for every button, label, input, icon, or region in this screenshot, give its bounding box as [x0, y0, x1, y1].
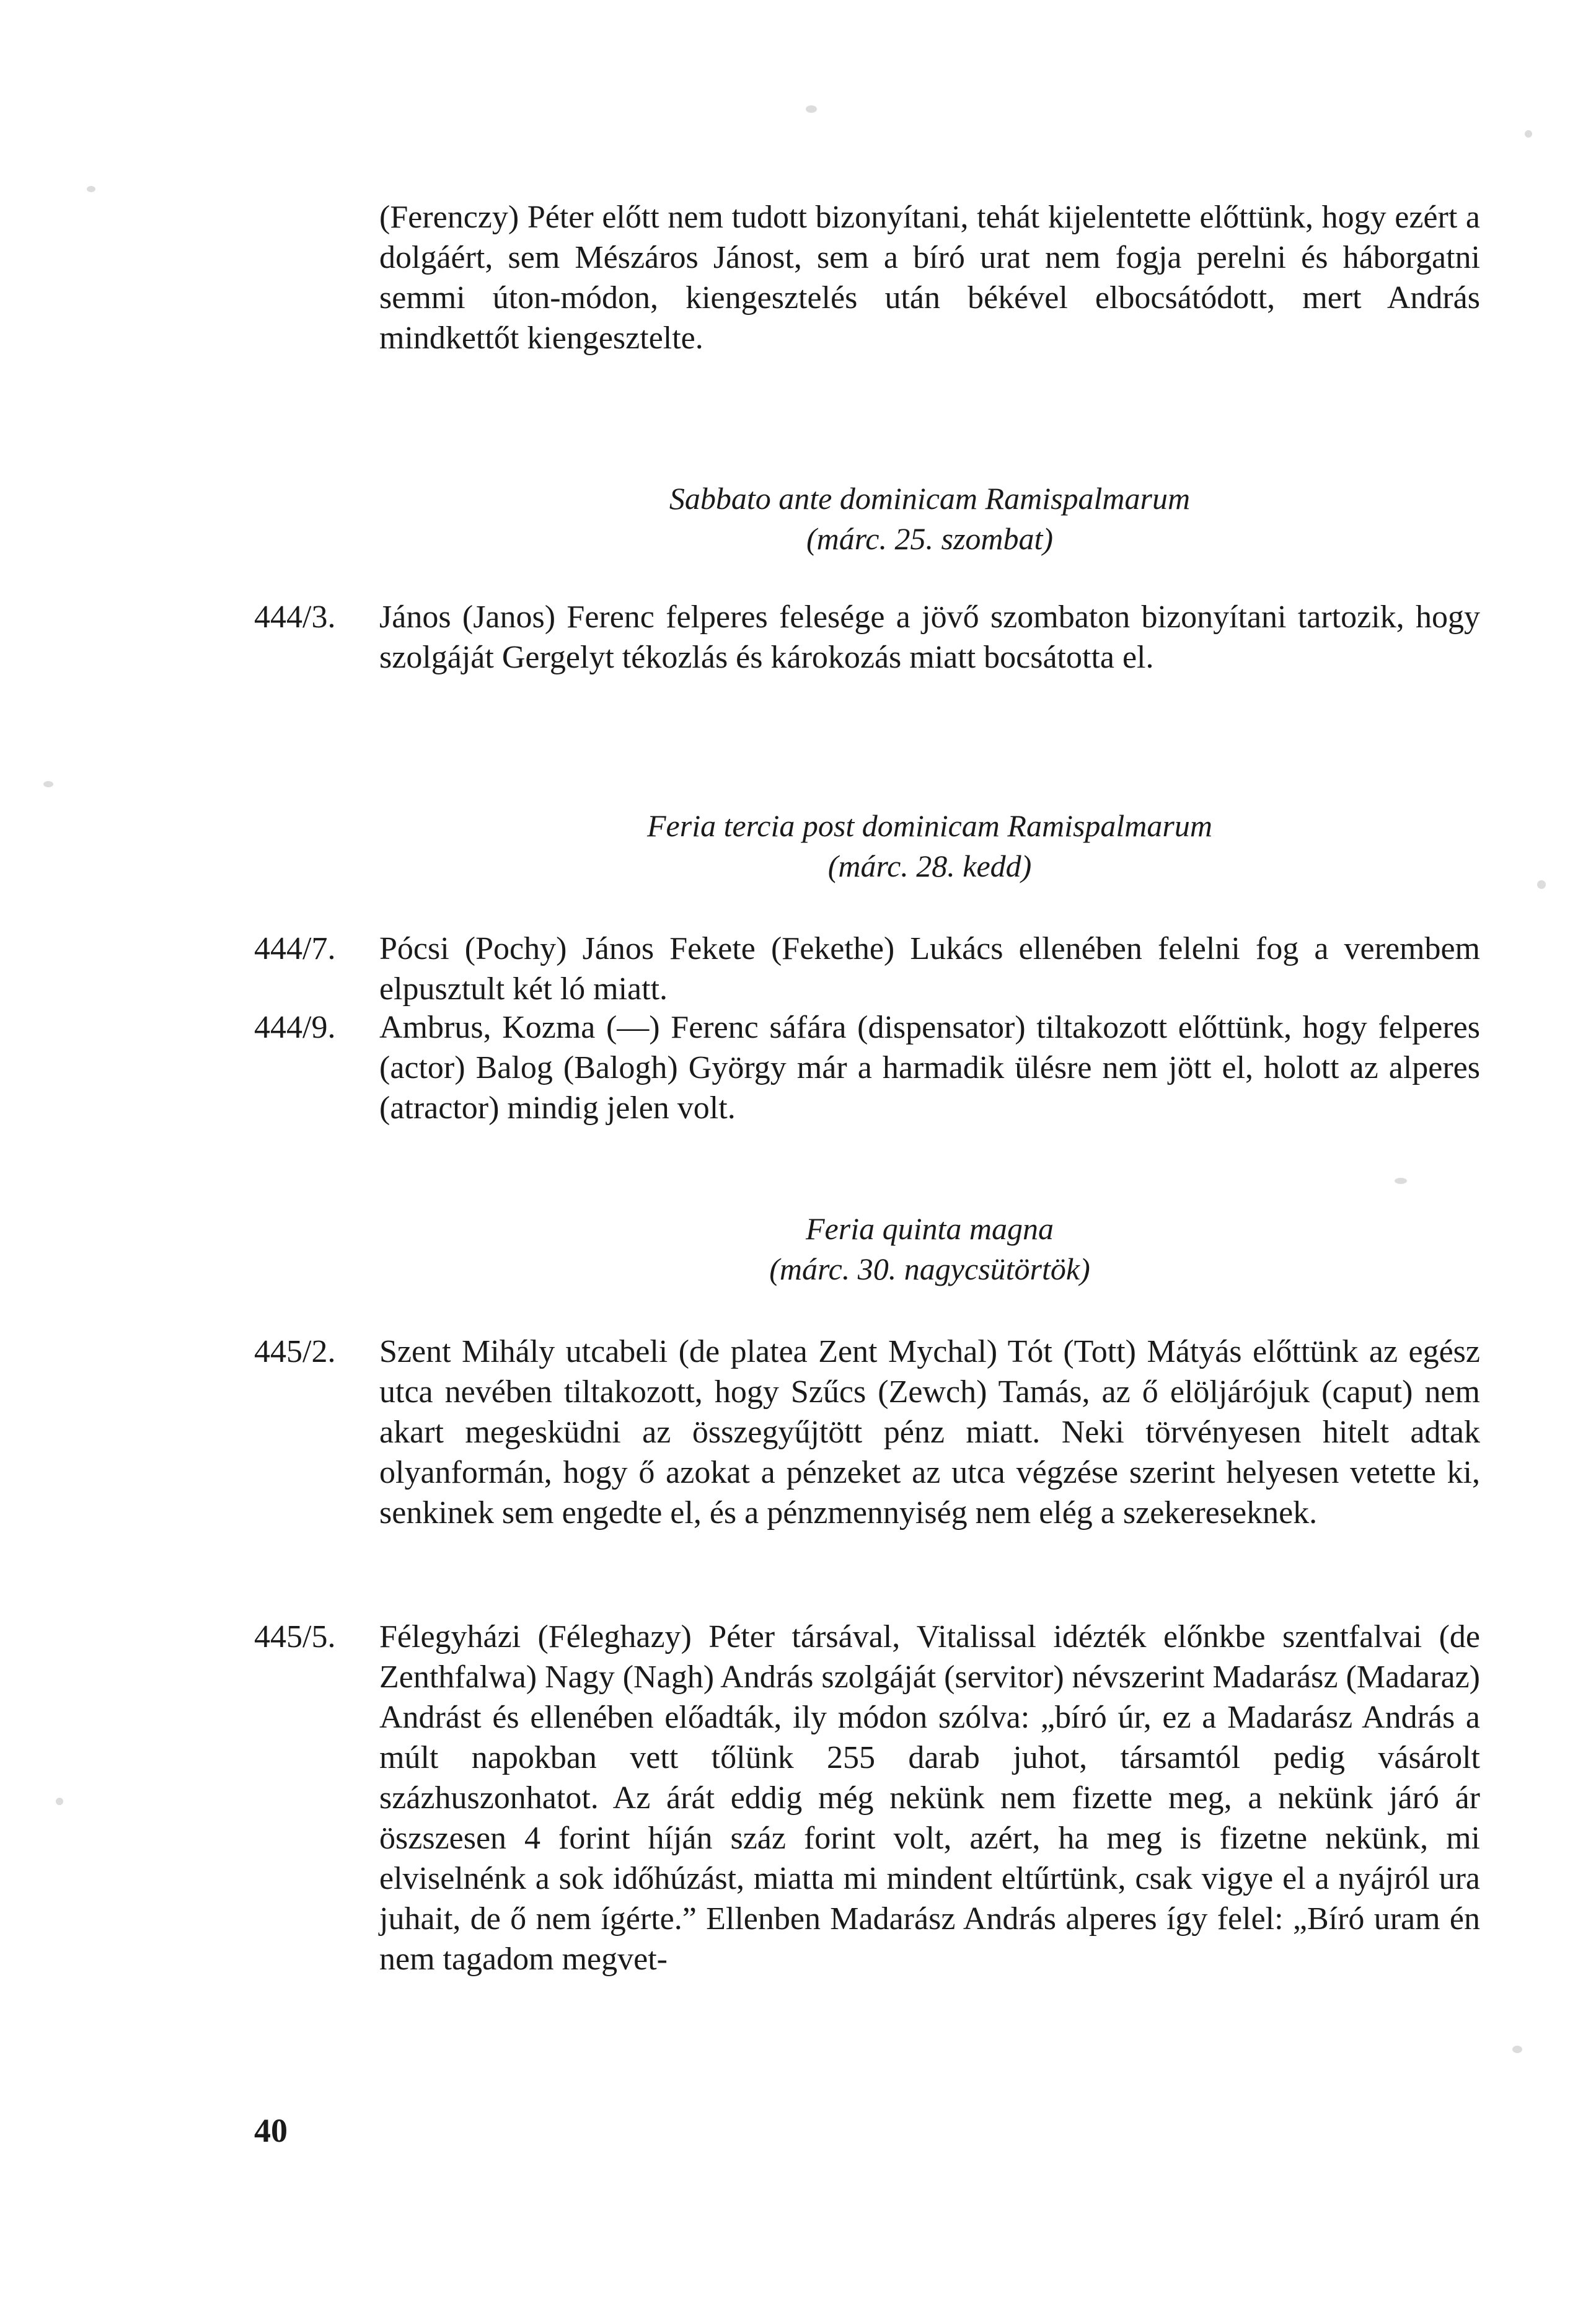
scan-speck: [56, 1798, 63, 1805]
entry-text: Ambrus, Kozma (—) Ferenc sáfára (dispensator) tiltakozott előttünk, hogy felperes (actor) Balog (Balogh) György már a harmadik ülésre nem jött el, holott az alperes (atractor) mindig jelen volt.: [379, 1010, 1480, 1126]
intro-paragraph: (Ferenczy) Péter előtt nem tudott bizonyítani, tehát kijelentette előttünk, hogy ezért a dolgáért, sem Mészáros Jánost, sem a bíró urat nem fogja perelni és háborgatni semmi úton-módon, kiengesztelés után békével elbocsátódott, mert András mindkettőt kiengesztelte.: [379, 200, 1480, 356]
section-date: (márc. 25. szombat): [806, 521, 1054, 556]
section-heading: [379, 479, 1480, 559]
section-title: Sabbato ante dominicam Ramispalmarum: [669, 481, 1191, 516]
scan-speck: [1537, 880, 1546, 889]
scan-speck: [1512, 2046, 1522, 2053]
entry-text: Félegyházi (Féleghazy) Péter társával, Vitalissal idézték előnkbe szentfalvai (de Zenthfalwa) Nagy (Nagh) András szolgáját (servitor) névszerint Madarász (Madaraz) Andrást és ellenében előadták, ily módon szólva: „bíró úr, ez a Madarász András a múlt napokban vett tőlünk 255 darab juhot, társamtól pedig vásárolt százhuszonhatot. Az árát eddig még nekünk nem fizette meg, a nekünk járó ár öszszesen 4 forint híján száz forint volt, azért, ha meg is fizetne nekünk, mi elviselnénk a sok időhúzást, miatta mi mindent eltűrtünk, csak vigye el a nyájról ura juhait, de ő nem ígérte.” Ellenben Madarász András alperes így felel: „Bíró uram én nem tagadom megvet-: [379, 1619, 1480, 1977]
section-title: Feria quinta magna: [806, 1211, 1054, 1246]
section-title: Feria tercia post dominicam Ramispalmarum: [647, 808, 1212, 843]
section-date: (márc. 28. kedd): [827, 849, 1032, 883]
entry-text: Szent Mihály utcabeli (de platea Zent Mychal) Tót (Tott) Mátyás előttünk az egész utca nevében tiltakozott, hogy Szűcs (Zewch) Tamás, az ő elöljárójuk (caput) nem akart megesküdni az összegyűjtött pénz miatt. Neki törvényesen hitelt adtak olyanformán, hogy ő azokat a pénzeket az utca végzése szerint helyesen vetette ki, senkinek sem engedte el, és a pénzmennyiség nem elég a szekereseknek.: [379, 1334, 1480, 1531]
section-date: (márc. 30. nagycsütörtök): [769, 1252, 1090, 1286]
section-heading: [379, 806, 1480, 886]
section-heading: [379, 1209, 1480, 1289]
scan-speck: [43, 781, 53, 787]
entry-number: 444/7.: [254, 931, 336, 966]
entry-text: János (Janos) Ferenc felperes felesége a jövő szombaton bizonyítani tartozik, hogy szolgáját Gergelyt tékozlás és károkozás miatt bocsátotta el.: [379, 599, 1480, 675]
page-number: 40: [254, 2112, 288, 2149]
scan-speck: [1395, 1178, 1407, 1184]
entry-number: 445/2.: [254, 1334, 336, 1369]
scan-speck: [87, 186, 95, 192]
scan-speck: [1525, 130, 1532, 138]
entry-number: 444/3.: [254, 599, 336, 635]
entry-number: 445/5.: [254, 1619, 336, 1654]
entry-number: 444/9.: [254, 1010, 336, 1045]
entry-text: Pócsi (Pochy) János Fekete (Fekethe) Lukács ellenében felelni fog a verembem elpusztult két ló miatt.: [379, 931, 1480, 1007]
scan-speck: [806, 105, 817, 113]
